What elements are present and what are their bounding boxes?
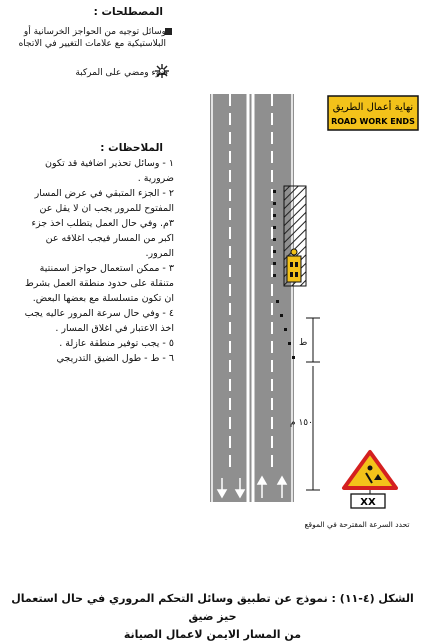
- sign-end-english: ROAD WORK ENDS: [331, 117, 415, 126]
- note-item: ٣ - ممكن استعمال حواجز اسمنتية متنقلة على حدود منطقة العمل بشرط ان تكون متسلسلة مع بعضها البعض.: [25, 263, 174, 304]
- work-vehicle: [287, 256, 301, 282]
- distance-label: ١٥٠ م: [290, 418, 313, 428]
- speed-note: تحدد السرعة المقترحة في الموقع: [304, 520, 410, 529]
- sign-end-arabic: نهاية أعمال الطريق: [332, 102, 414, 113]
- caption-line-2: من المسار الايمن لاعمال الصيانة: [123, 628, 302, 641]
- notes-title: الملاحظات :: [100, 142, 163, 154]
- legend-item-flashing-light: ضوء ومضي على المركبة: [75, 68, 168, 78]
- road-work-ends-sign: [327, 95, 419, 131]
- flashing-light: [291, 249, 297, 255]
- note-item: ٢ - الجزء المتبقي في عرض المسار المفتوح للمرور يجب ان لا يقل عن ٣م. وفي حال العمل يتطلب اخذ جزء اكبر من المسار فيجب اغلاقه عن المرور.: [31, 188, 174, 259]
- speed-value: XX: [360, 497, 376, 508]
- legend-item-channelizer: وسائل توجيه من الحواجز الخرسانية أو البلاستيكية مع علامات التغيير في الاتجاه: [18, 27, 166, 49]
- note-item: ٥ - يجب توفير منطقة عازلة .: [59, 338, 174, 349]
- caption-line-1: الشكل (٤-١١) : نموذج عن تطبيق وسائل التحكم المروري في حال استعمال حيز ضيق: [11, 592, 414, 623]
- legend-title: المصطلحات :: [93, 6, 163, 18]
- note-item: ٦ - ط - طول الضيق التدريجي: [56, 353, 174, 364]
- note-item: ١ - وسائل تحذير اضافية قد تكون ضرورية .: [45, 158, 174, 184]
- figure-caption: [10, 590, 415, 644]
- note-item: ٤ - وفي حال سرعة المرور عاليه يجب اخذ الاعتبار في اغلاق المسار .: [24, 308, 174, 334]
- taper-length-label: ط: [299, 338, 308, 348]
